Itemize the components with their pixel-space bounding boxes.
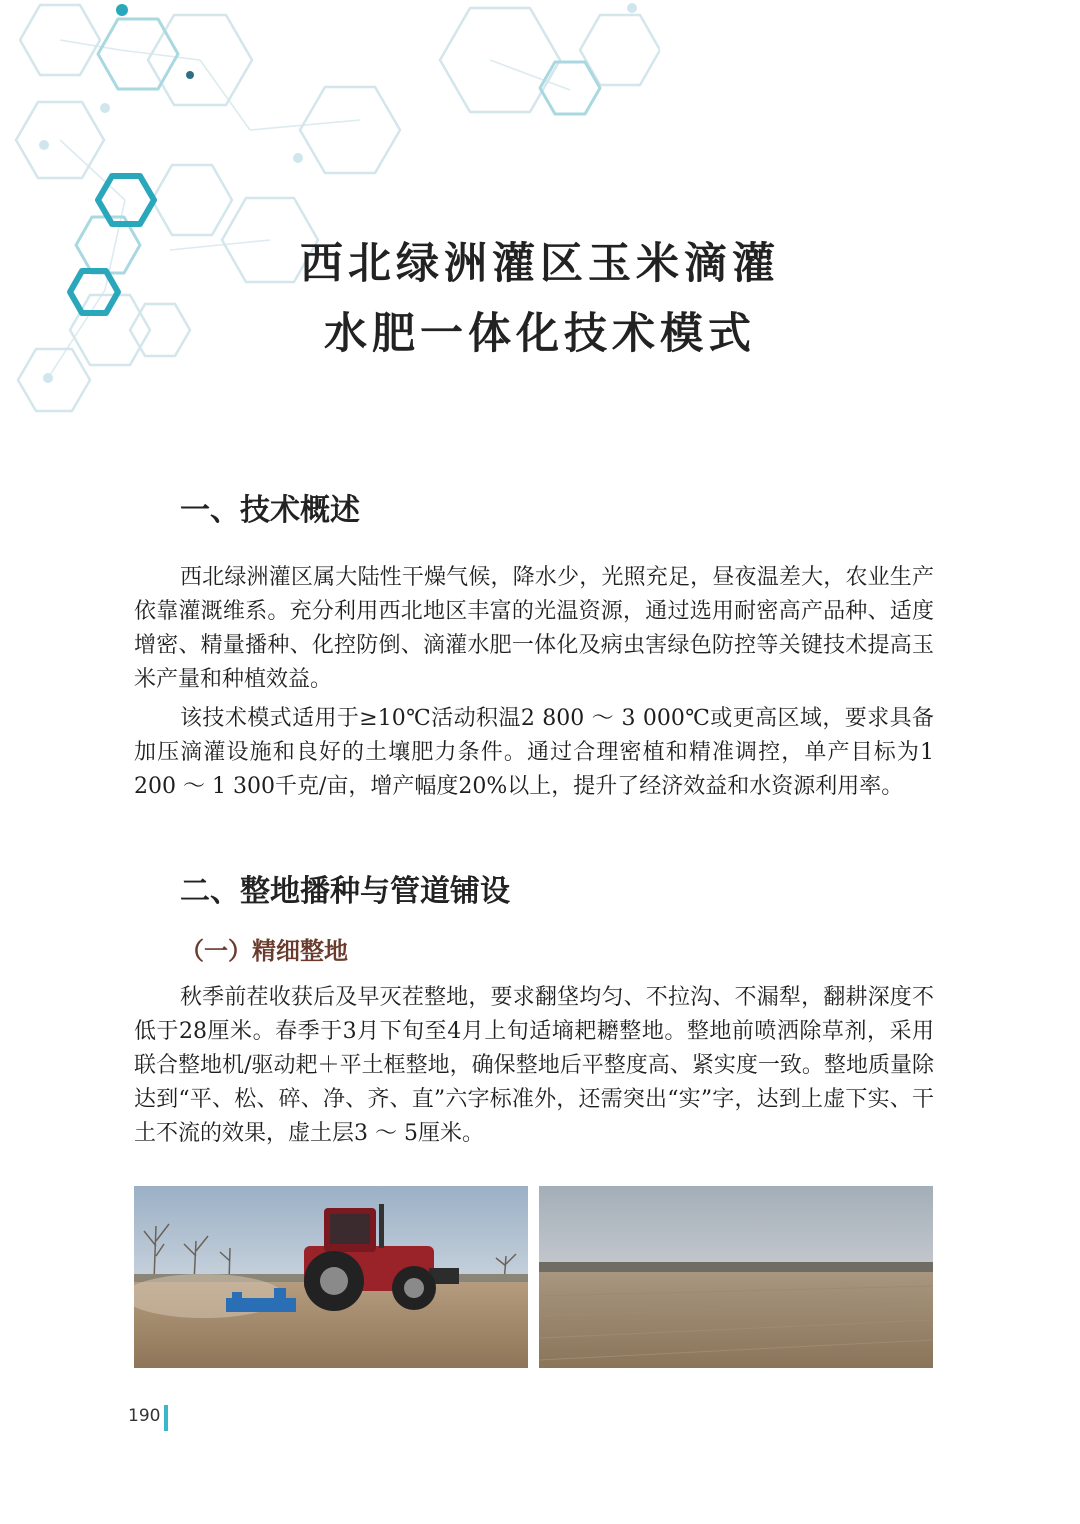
page-number: 190 — [128, 1406, 161, 1426]
page-title-line-1: 西北绿洲灌区玉米滴灌 — [300, 239, 780, 289]
section-heading-land-prep: 二、整地播种与管道铺设 — [180, 874, 510, 909]
subsection-heading-fine-tillage: （一）精细整地 — [180, 937, 348, 965]
page-number-accent-bar — [164, 1405, 168, 1431]
section-heading-overview: 一、技术概述 — [180, 493, 360, 528]
page-title-line-2: 水肥一体化技术模式 — [324, 309, 756, 359]
photo-leveled-field — [539, 1186, 933, 1368]
overview-paragraph-1: 西北绿洲灌区属大陆性干燥气候，降水少，光照充足，昼夜温差大，农业生产依靠灌溉维系。充分利用西北地区丰富的光温资源，通过选用耐密高产品种、适度增密、精量播种、化控防倒、滴灌水肥一体化及病虫害绿色防控等关键技术提高玉米产量和种植效益。 — [134, 565, 934, 692]
overview-paragraph-2: 该技术模式适用于≥10℃活动积温2 800 ～ 3 000℃或更高区域，要求具备加压滴灌设施和良好的土壤肥力条件。通过合理密植和精准调控，单产目标为1 200 ～ 1 300千克/亩，增产幅度20%以上，提升了经济效益和水资源利用率。 — [134, 706, 934, 799]
photo-tractor-tilling — [134, 1186, 528, 1368]
tillage-paragraph: 秋季前茬收获后及早灭茬整地，要求翻垡均匀、不拉沟、不漏犁，翻耕深度不低于28厘米。春季于3月下旬至4月上旬适墒耙耱整地。整地前喷洒除草剂，采用联合整地机/驱动耙＋平土框整地，确保整地后平整度高、紧实度一致。整地质量除达到“平、松、碎、净、齐、直”六字标准外，还需突出“实”字，达到上虚下实、干土不流的效果，虚土层3 ～ 5厘米。 — [134, 985, 934, 1146]
